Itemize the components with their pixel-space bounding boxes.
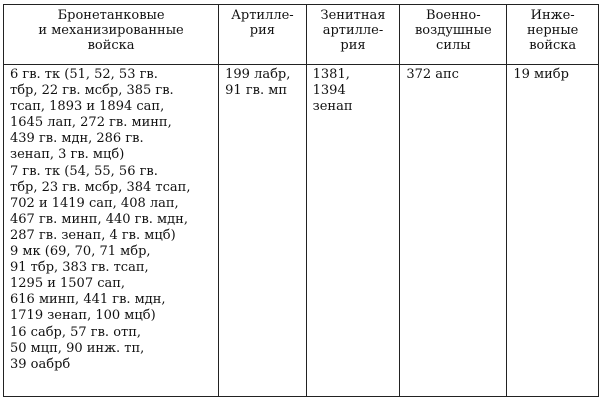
header-engineer-troops bbox=[507, 5, 599, 65]
cell-line: 39 оабрб bbox=[10, 356, 71, 372]
header-artillery bbox=[219, 5, 307, 65]
cell-line: 616 минп, 441 гв. мдн, bbox=[10, 292, 166, 308]
cell-line: зенап bbox=[312, 99, 353, 115]
cell-line: 19 мибр bbox=[513, 67, 569, 82]
cell-line: 6 гв. тк (51, 52, 53 гв. bbox=[10, 67, 158, 82]
cell-line: 199 лабр, bbox=[225, 67, 291, 82]
cell-line: 91 гв. мп bbox=[225, 83, 287, 99]
cell-line: 1381, bbox=[312, 67, 350, 82]
header-line: силы bbox=[436, 38, 471, 53]
cell-line: 439 гв. мдн, 286 гв. bbox=[10, 131, 144, 147]
cell-line: 1295 и 1507 сап, bbox=[10, 276, 126, 292]
cell-anti-aircraft-artillery bbox=[306, 65, 400, 397]
header-line: Артилле- bbox=[231, 8, 294, 23]
forces-table bbox=[3, 4, 599, 397]
header-line: Военно- bbox=[426, 8, 481, 23]
cell-line: 372 апс bbox=[406, 67, 459, 82]
header-line: нерные bbox=[526, 23, 579, 38]
header-line: Зенитная bbox=[320, 8, 386, 23]
cell-line: 467 гв. минп, 440 гв. мдн, bbox=[10, 211, 188, 227]
header-line: Инже- bbox=[530, 8, 575, 23]
cell-line: тсап, 1893 и 1894 сап, bbox=[10, 99, 165, 115]
header-line: воздушные bbox=[414, 23, 492, 38]
cell-line: 91 тбр, 383 гв. тсап, bbox=[10, 260, 149, 276]
header-air-force bbox=[400, 5, 507, 65]
cell-line: 702 и 1419 сап, 408 лап, bbox=[10, 195, 179, 211]
cell-line: зенап, 3 гв. мцб) bbox=[10, 147, 125, 163]
cell-line: 50 мцп, 90 инж. тп, bbox=[10, 340, 145, 356]
cell-artillery bbox=[219, 65, 307, 397]
cell-air-force bbox=[400, 65, 507, 397]
cell-line: 1394 bbox=[312, 83, 346, 99]
cell-armored-mechanized bbox=[4, 65, 219, 397]
header-row bbox=[4, 5, 599, 65]
cell-line: тбр, 23 гв. мсбр, 384 тсап, bbox=[10, 179, 191, 195]
header-anti-aircraft-artillery bbox=[306, 5, 400, 65]
header-line: войска bbox=[87, 38, 135, 53]
header-line: артилле- bbox=[322, 23, 384, 38]
header-line: войска bbox=[529, 38, 577, 53]
table-row bbox=[4, 65, 599, 397]
cell-line: 7 гв. тк (54, 55, 56 гв. bbox=[10, 163, 158, 179]
cell-line: 16 сабр, 57 гв. отп, bbox=[10, 324, 142, 340]
cell-line: 1645 лап, 272 гв. минп, bbox=[10, 115, 172, 131]
header-armored-mechanized bbox=[4, 5, 219, 65]
header-line: рия bbox=[249, 23, 275, 38]
cell-line: 9 мк (69, 70, 71 мбр, bbox=[10, 244, 151, 260]
cell-engineer-troops bbox=[507, 65, 599, 397]
cell-line: 1719 зенап, 100 мцб) bbox=[10, 308, 156, 324]
cell-line: тбр, 22 гв. мсбр, 385 гв. bbox=[10, 83, 174, 99]
header-line: рия bbox=[340, 38, 366, 53]
header-line: и механизированные bbox=[38, 23, 184, 38]
header-line: Бронетанковые bbox=[57, 8, 165, 23]
cell-line: 287 гв. зенап, 4 гв. мцб) bbox=[10, 227, 176, 243]
